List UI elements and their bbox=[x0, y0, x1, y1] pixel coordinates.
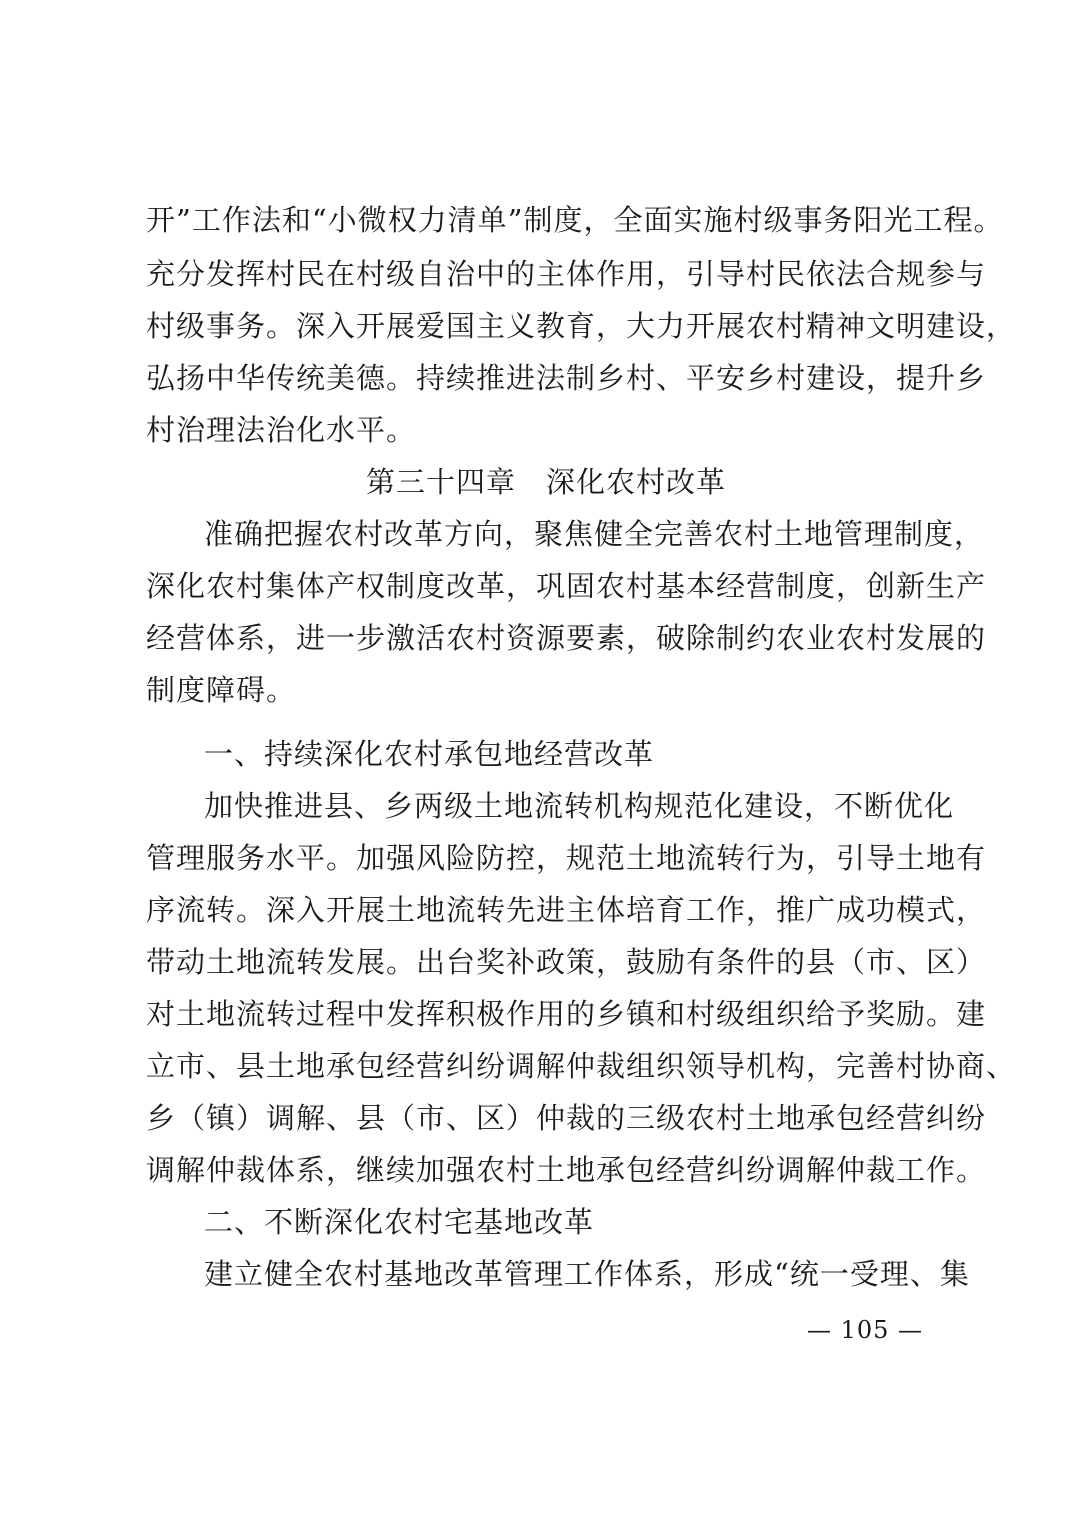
section-title: 一、持续深化农村承包地经营改革 bbox=[204, 737, 655, 771]
body-text-line: 深化农村集体产权制度改革，巩固农村基本经营制度，创新生产 bbox=[146, 569, 987, 603]
body-text-line: 村级事务。深入开展爱国主义教育，大力开展农村精神文明建设， bbox=[146, 309, 1017, 343]
body-text-line: 调解仲裁体系，继续加强农村土地承包经营纠纷调解仲裁工作。 bbox=[146, 1153, 987, 1187]
body-text-line: 弘扬中华传统美德。持续推进法制乡村、平安乡村建设，提升乡 bbox=[146, 361, 987, 395]
body-text-line: 准确把握农村改革方向，聚焦健全完善农村土地管理制度， bbox=[204, 517, 985, 551]
body-text-line: 立市、县土地承包经营纠纷调解仲裁组织领导机构，完善村协商、 bbox=[146, 1049, 1017, 1083]
body-text-line: 建立健全农村基地改革管理工作体系，形成“统一受理、集 bbox=[204, 1257, 970, 1291]
body-text-line: 加快推进县、乡两级土地流转机构规范化建设，不断优化 bbox=[204, 789, 955, 823]
body-text-line: 村治理法治化水平。 bbox=[146, 413, 417, 447]
body-text-line: 对土地流转过程中发挥积极作用的乡镇和村级组织给予奖励。建 bbox=[146, 997, 987, 1031]
body-text-line: 开”工作法和“小微权力清单”制度，全面实施村级事务阳光工程。 bbox=[146, 203, 1004, 237]
section-title: 二、不断深化农村宅基地改革 bbox=[204, 1205, 595, 1239]
page-number: — 105 — bbox=[806, 1316, 924, 1344]
chapter-title: 第三十四章 深化农村改革 bbox=[365, 465, 726, 499]
body-text-line: 序流转。深入开展土地流转先进主体培育工作，推广成功模式， bbox=[146, 893, 987, 927]
body-text-line: 充分发挥村民在村级自治中的主体作用，引导村民依法合规参与 bbox=[146, 257, 987, 291]
body-text-line: 管理服务水平。加强风险防控，规范土地流转行为，引导土地有 bbox=[146, 841, 987, 875]
body-text-line: 乡（镇）调解、县（市、区）仲裁的三级农村土地承包经营纠纷 bbox=[146, 1101, 987, 1135]
body-text-line: 带动土地流转发展。出台奖补政策，鼓励有条件的县（市、区） bbox=[146, 945, 987, 979]
body-text-line: 经营体系，进一步激活农村资源要素，破除制约农业农村发展的 bbox=[146, 621, 987, 655]
body-text-line: 制度障碍。 bbox=[146, 673, 297, 707]
